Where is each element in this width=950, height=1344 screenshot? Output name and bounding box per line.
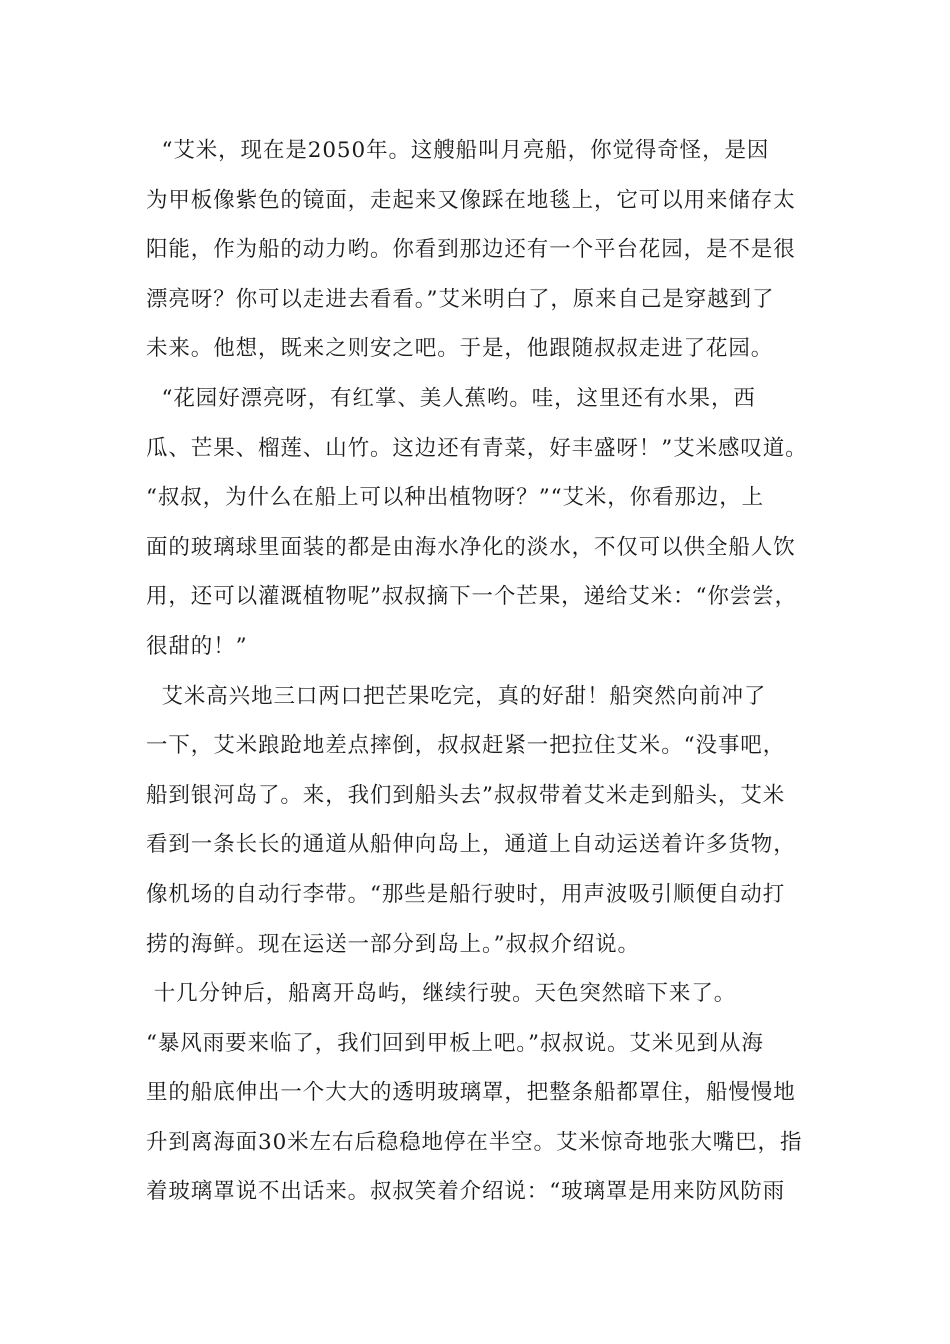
- text-line: 船到银河岛了。来，我们到船头去”叔叔带着艾米走到船头，艾米: [146, 782, 786, 808]
- text-line: 未来。他想，既来之则安之吧。于是，他跟随叔叔走进了花园。: [146, 336, 774, 362]
- text-line: 里的船底伸出一个大大的透明玻璃罩，把整条船都罩住，船慢慢地: [146, 1080, 796, 1106]
- text-line: 漂亮呀？你可以走进去看看。”艾米明白了，原来自己是穿越到了: [146, 286, 775, 312]
- text-line: 阳能，作为船的动力哟。你看到那边还有一个平台花园，是不是很: [146, 237, 796, 263]
- text-line: 像机场的自动行李带。“那些是船行驶时，用声波吸引顺便自动打: [146, 881, 786, 907]
- text-line: 艾米高兴地三口两口把芒果吃完，真的好甜！船突然向前冲了: [146, 683, 767, 709]
- text-line: 瓜、芒果、榴莲、山竹。这边还有青菜，好丰盛呀！”艾米感叹道。: [146, 435, 808, 461]
- text-line: 十几分钟后，船离开岛屿，继续行驶。天色突然暗下来了。: [146, 981, 737, 1007]
- text-line: 用，还可以灌溉植物呢”叔叔摘下一个芒果，递给艾米：“你尝尝，: [146, 584, 797, 610]
- text-line: 面的玻璃球里面装的都是由海水净化的淡水，不仅可以供全船人饮: [146, 534, 796, 560]
- text-line: “花园好漂亮呀，有红掌、美人蕉哟。哇，这里还有水果，西: [146, 385, 756, 411]
- text-line: 升到离海面30米左右后稳稳地停在半空。艾米惊奇地张大嘴巴，指: [146, 1129, 803, 1155]
- text-line: “艾米，现在是2050年。这艘船叫月亮船，你觉得奇怪，是因: [146, 138, 770, 163]
- text-line: 看到一条长长的通道从船伸向岛上，通道上自动运送着许多货物，: [146, 832, 796, 858]
- text-line: “暴风雨要来临了，我们回到甲板上吧。”叔叔说。艾米见到从海: [146, 1030, 764, 1056]
- text-line: 捞的海鲜。现在运送一部分到岛上。”叔叔介绍说。: [146, 931, 640, 957]
- text-line: “叔叔，为什么在船上可以种出植物呀？”“艾米，你看那边，上: [146, 485, 765, 511]
- text-line: 很甜的！”: [146, 633, 248, 659]
- text-line: 一下，艾米踉跄地差点摔倒，叔叔赶紧一把拉住艾米。“没事吧，: [146, 733, 786, 759]
- text-line: 为甲板像紫色的镜面，走起来又像踩在地毯上，它可以用来储存太: [146, 187, 796, 213]
- text-line: 着玻璃罩说不出话来。叔叔笑着介绍说：“玻璃罩是用来防风防雨: [146, 1179, 786, 1205]
- story-text-column: [146, 126, 826, 1217]
